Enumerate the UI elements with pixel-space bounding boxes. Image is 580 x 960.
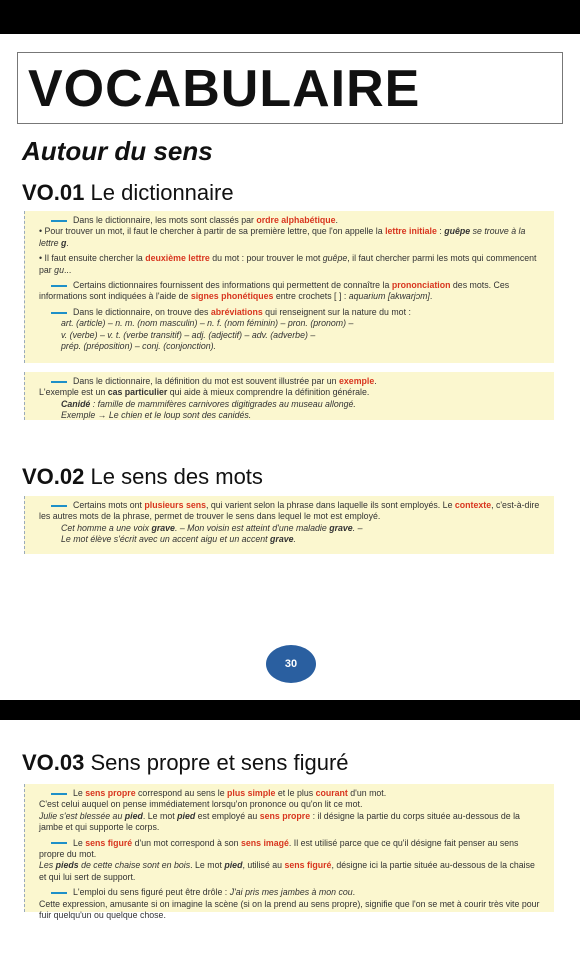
title-box [17,52,563,124]
rule-paragraph: L'emploi du sens figuré peut être drôle : J'ai pris mes jambes à mon cou. Cette expression, amusante si on imagine la scène (si on la prend au sens propre), signifie que l'on se met à courir très vite pour fuir quelqu'un ou quelque chose. [39,887,540,921]
rule-paragraph: Certains mots ont plusieurs sens, qui varient selon la phrase dans laquelle ils sont employés. Le contexte, c'est-à-dire les autres mots de la phrase, permet de trouver le sens dans lequel le mot est employé. Cet homme a une voix grave. – Mon voisin est atteint d'une maladie grave. – Le mot élève s'écrit avec un accent aigu et un accent grave. [39,500,540,545]
top-bar [0,0,580,34]
page-number-badge: 30 [266,645,316,683]
section-name: Le dictionnaire [90,180,234,205]
rule-box-literal-figurative [24,784,554,921]
page-break-bar [0,700,580,720]
dash-bullet-icon [51,842,67,844]
dash-bullet-icon [51,312,67,314]
dash-bullet-icon [51,793,67,795]
section-code: VO.02 [22,464,85,489]
dash-bullet-icon [51,381,67,383]
rule-box-dictionary [24,211,554,363]
section-vo01-heading [22,180,234,206]
section-vo02-heading [22,464,263,490]
section-vo03-heading [22,750,349,776]
page-title: VOCABULAIRE [28,60,421,118]
rule-paragraph: Le sens propre correspond au sens le plus simple et le plus courant d'un mot. C'est celui auquel on pense immédiatement lorsqu'on prononce ou qu'on lit ce mot. Julie s'est blessée au pied. Le mot pied est employé au sens propre : il désigne la partie du corps située au-dessous de la jambe et qui supporte le corps. [39,788,520,833]
dash-bullet-icon [51,220,67,222]
section-code: VO.01 [22,180,85,205]
rule-paragraph: Dans le dictionnaire, on trouve des abréviations qui renseignent sur la nature du mot : art. (article) – n. m. (nom masculin) – n. f. (nom féminin) – pron. (pronom) – v. (verbe) – v. t. (verbe transitif) – adj. (adjectif) – adv. (adverbe) – prép. (préposition) – conj. (conjonction). [39,307,544,353]
section-name: Le sens des mots [90,464,263,489]
dash-bullet-icon [51,285,67,287]
section-code: VO.03 [22,750,85,775]
rule-paragraph: Dans le dictionnaire, les mots sont classés par ordre alphabétique. • Pour trouver un mot, il faut le chercher à partir de sa première lettre, que l'on appelle la lettre initiale : guêpe se trouve à la lettre g. [39,215,526,248]
rule-box-example [24,372,554,420]
dash-bullet-icon [51,892,67,894]
section-name: Sens propre et sens figuré [90,750,349,775]
rule-paragraph: Dans le dictionnaire, la définition du mot est souvent illustrée par un exemple. L'exemple est un cas particulier qui aide à mieux comprendre la définition générale. Canidé : famille de mammifères carnivores digitigrades au museau allongé. Exemple → Le chien et le loup sont des canidés. [39,376,377,421]
rule-box-meanings [24,496,554,554]
rule-paragraph: Le sens figuré d'un mot correspond à son sens imagé. Il est utilisé parce que ce qu'il désigne fait penser au sens propre du mot. Les pieds de cette chaise sont en bois. Le mot pied, utilisé au sens figuré, désigne ici la partie située au-dessous de la chaise et qui lui sert de support. [39,837,535,882]
rule-paragraph: Certains dictionnaires fournissent des informations qui permettent de connaître la prononciation des mots. Ces informations sont indiquées à l'aide de signes phonétiques entre crochets [ ] : aquarium [akwarjɔm]. [39,280,510,302]
rule-paragraph: • Il faut ensuite chercher la deuxième lettre du mot : pour trouver le mot guêpe, il faut chercher parmi les mots qui commencent par gu... [39,253,537,275]
page-subtitle: Autour du sens [22,136,213,166]
dash-bullet-icon [51,505,67,507]
